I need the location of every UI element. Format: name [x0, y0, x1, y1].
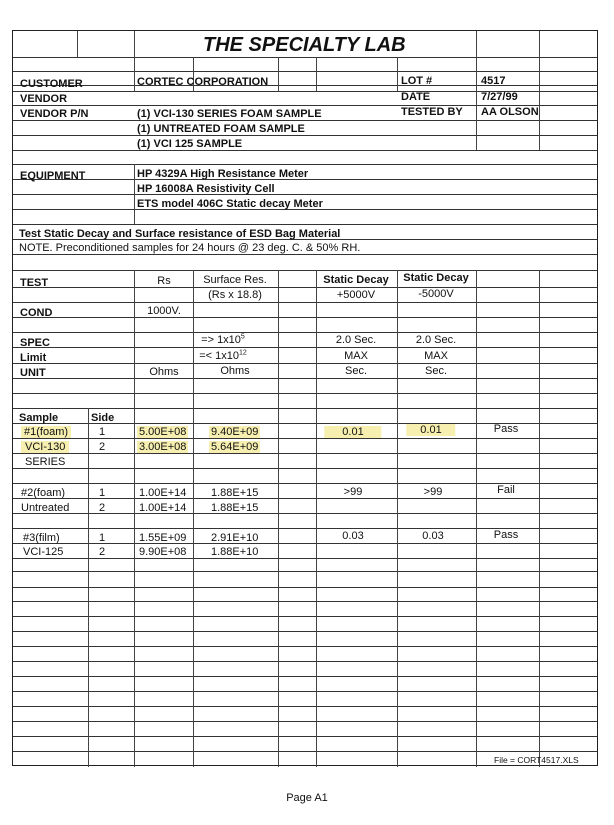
static-decay-pos-header: Static Decay — [323, 274, 389, 286]
lot-label: LOT # — [401, 75, 433, 87]
sample-column-header: Sample — [19, 412, 59, 424]
customer-value: CORTEC CORPORATION — [137, 76, 269, 88]
equipment-item-3: ETS model 406C Static decay Meter — [137, 198, 323, 210]
limit-pos-max: MAX — [344, 350, 368, 362]
sample-name: #3(film) — [23, 532, 60, 544]
limit-neg-max: MAX — [424, 350, 448, 362]
sample-surface-res: 2.91E+10 — [211, 532, 259, 544]
test-report-sheet — [12, 30, 598, 766]
sample-name: #2(foam) — [21, 487, 66, 499]
customer-label: CUSTOMER — [20, 78, 83, 90]
sample-surface-res: 1.88E+15 — [211, 502, 259, 514]
sample-name: VCI-130 — [21, 441, 69, 453]
sample-rs: 1.00E+14 — [139, 487, 187, 499]
sample-rs: 5.00E+08 — [139, 426, 187, 438]
sample-decay-pos: 0.03 — [342, 530, 364, 542]
spec-surface-lower: =< $1x10^{12}$ — [199, 349, 247, 362]
sample-surface-res: 1.88E+10 — [211, 546, 259, 558]
sample-decay-neg: 0.03 — [422, 530, 444, 542]
sample-side: 2 — [98, 502, 106, 514]
vendor-label: VENDOR — [20, 93, 68, 105]
sample-rs: 1.00E+14 — [139, 502, 187, 514]
sample-decay-neg: 0.01 — [406, 424, 455, 436]
sample-decay-pos: >99 — [343, 486, 363, 498]
sample-side: 2 — [98, 441, 106, 453]
sample-rs: 1.55E+09 — [139, 532, 187, 544]
sample-surface-res: 9.40E+09 — [211, 426, 259, 438]
sample-side: 1 — [98, 532, 106, 544]
static-decay-pos-subheader: +5000V — [336, 289, 376, 301]
date-value: 7/27/99 — [481, 91, 518, 103]
sample-result: Pass — [493, 423, 519, 435]
sample-surface-res: 5.64E+09 — [211, 441, 259, 453]
sample-side: 1 — [98, 487, 106, 499]
sample-line-3: (1) VCI 125 SAMPLE — [137, 138, 243, 150]
spec-surface-upper: => $1x10^5$ — [201, 333, 245, 346]
date-label: DATE — [401, 91, 431, 103]
sample-rs: 9.90E+08 — [139, 546, 187, 558]
limit-label: Limit — [20, 352, 47, 364]
sample-side: 2 — [98, 546, 106, 558]
test-label: TEST — [20, 277, 49, 289]
static-decay-neg-subheader: -5000V — [418, 288, 454, 300]
surface-res-subheader: (Rs x 18.8) — [208, 289, 262, 301]
tested-by-value: AA OLSON — [481, 106, 539, 118]
side-column-header: Side — [91, 412, 115, 424]
sample-name: #1(foam) — [21, 426, 71, 438]
sample-result: Fail — [497, 484, 515, 496]
cond-label: COND — [20, 307, 53, 319]
sample-decay-pos: 0.01 — [324, 426, 381, 438]
preconditioning-note: NOTE. Preconditioned samples for 24 hours @ 23 deg. C. & 50% RH. — [19, 242, 361, 254]
unit-label: UNIT — [20, 367, 46, 379]
surface-res-header: Surface Res. — [203, 274, 267, 286]
unit-rs: Ohms — [149, 366, 179, 378]
cond-value: 1000V. — [147, 305, 181, 317]
page-number: Page A1 — [286, 792, 328, 804]
sample-decay-neg: >99 — [423, 486, 443, 498]
sample-result: Pass — [493, 529, 519, 541]
sample-line-2: (1) UNTREATED FOAM SAMPLE — [137, 123, 305, 135]
spec-label: SPEC — [20, 337, 50, 349]
spec-decay-neg: 2.0 Sec. — [415, 334, 457, 346]
sample-name: Untreated — [21, 502, 70, 514]
page-title: THE SPECIALTY LAB — [203, 34, 406, 56]
sample-surface-res: 1.88E+15 — [211, 487, 259, 499]
sample-side: 1 — [98, 426, 106, 438]
rs-header: Rs — [157, 275, 171, 287]
vendor-pn-label: VENDOR P/N — [20, 108, 89, 120]
unit-decay-neg: Sec. — [424, 365, 448, 377]
equipment-item-1: HP 4329A High Resistance Meter — [137, 168, 309, 180]
unit-surface: Ohms — [220, 365, 250, 377]
sample-name: SERIES — [25, 456, 66, 468]
lot-value: 4517 — [481, 75, 506, 87]
unit-decay-pos: Sec. — [344, 365, 368, 377]
sample-rs: 3.00E+08 — [139, 441, 187, 453]
static-decay-neg-header: Static Decay — [403, 272, 469, 284]
tested-by-label: TESTED BY — [401, 106, 463, 118]
file-name-label: File = CORT4517.XLS — [494, 755, 579, 765]
test-description: Test Static Decay and Surface resistance of ESD Bag Material — [19, 228, 341, 240]
sample-line-1: (1) VCI-130 SERIES FOAM SAMPLE — [137, 108, 322, 120]
sample-name: VCI-125 — [23, 546, 64, 558]
spec-decay-pos: 2.0 Sec. — [335, 334, 377, 346]
equipment-item-2: HP 16008A Resistivity Cell — [137, 183, 275, 195]
equipment-label: EQUIPMENT — [20, 170, 86, 182]
